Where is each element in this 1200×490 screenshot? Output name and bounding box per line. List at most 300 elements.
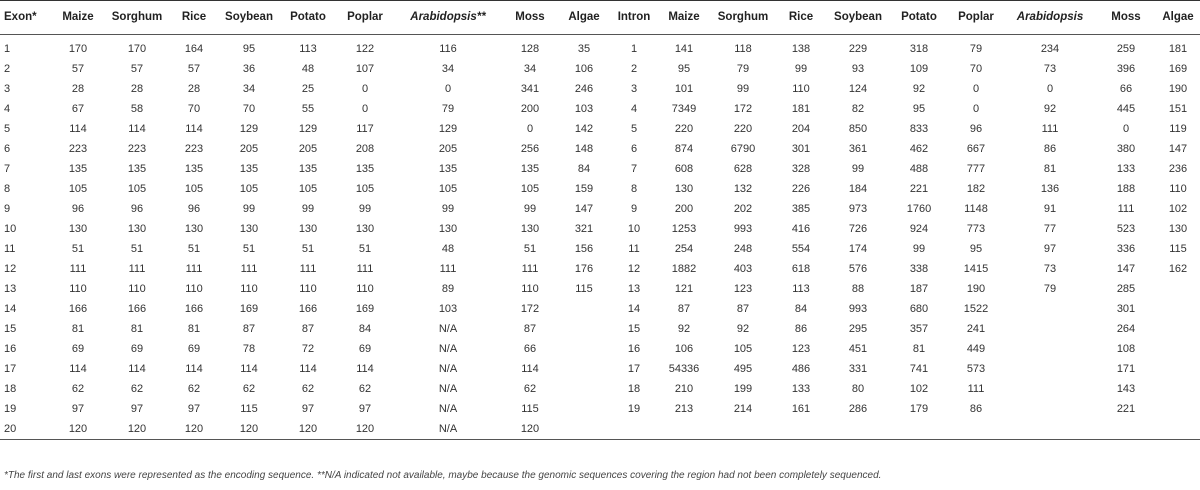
table-cell: 105 xyxy=(127,183,147,195)
table-cell: 48 xyxy=(301,63,315,75)
table-cell: 993 xyxy=(733,223,753,235)
table-cell: 110 xyxy=(1169,183,1187,195)
table-cell: 9 xyxy=(630,203,638,215)
table-cell: 18 xyxy=(627,383,641,395)
table-row xyxy=(0,279,1200,299)
table-cell: 2 xyxy=(4,63,11,75)
table-cell: 129 xyxy=(298,123,318,135)
table-cell: 462 xyxy=(909,143,929,155)
table-cell: 34 xyxy=(242,83,256,95)
table-cell: 223 xyxy=(127,143,147,155)
table-cell: 97 xyxy=(187,403,201,415)
table-cell: 67 xyxy=(71,103,85,115)
table-cell: 874 xyxy=(674,143,694,155)
table-cell: 226 xyxy=(791,183,811,195)
table-cell: 7349 xyxy=(671,103,697,115)
table-cell: N/A xyxy=(438,323,458,335)
table-cell: 1882 xyxy=(671,263,697,275)
table-row xyxy=(0,99,1200,119)
table-cell xyxy=(1004,399,1096,419)
table-cell: 13 xyxy=(4,283,17,295)
table-cell: 111 xyxy=(185,263,203,275)
table-cell xyxy=(1004,299,1096,319)
table-cell: 95 xyxy=(677,63,691,75)
table-cell: 108 xyxy=(1116,343,1136,355)
table-cell: 161 xyxy=(791,403,811,415)
table-cell xyxy=(658,419,710,440)
table-cell: 99 xyxy=(794,63,808,75)
table-cell: 573 xyxy=(966,363,986,375)
table-cell: 128 xyxy=(520,43,540,55)
table-cell: 199 xyxy=(733,383,753,395)
table-cell: 97 xyxy=(358,403,372,415)
table-cell: 138 xyxy=(791,43,811,55)
table-cell: 82 xyxy=(851,103,865,115)
table-cell: 58 xyxy=(130,103,144,115)
table-cell: 130 xyxy=(520,223,540,235)
table-cell xyxy=(826,419,890,440)
header-intron-maize: Maize xyxy=(658,1,710,35)
table-cell: 341 xyxy=(520,83,540,95)
table-cell: 86 xyxy=(794,323,808,335)
table-cell: 19 xyxy=(4,403,17,415)
table-row xyxy=(0,379,1200,399)
table-cell: 338 xyxy=(909,263,929,275)
table-row xyxy=(0,399,1200,419)
table-cell: 97 xyxy=(301,403,315,415)
table-cell: 20 xyxy=(0,419,52,440)
table-cell: 97 xyxy=(71,403,85,415)
table-cell: N/A xyxy=(394,419,502,440)
table-cell: 166 xyxy=(184,303,204,315)
table-cell: N/A xyxy=(438,343,458,355)
table-cell: 6790 xyxy=(730,143,756,155)
table-cell: 174 xyxy=(848,243,868,255)
table-cell: 286 xyxy=(848,403,868,415)
table-cell: 210 xyxy=(674,383,694,395)
table-cell: 70 xyxy=(242,103,256,115)
table-cell: 10 xyxy=(627,223,641,235)
table-cell: 103 xyxy=(438,303,458,315)
table-cell: 130 xyxy=(68,223,88,235)
table-cell: 87 xyxy=(677,303,691,315)
table-cell: 14 xyxy=(627,303,641,315)
table-cell: 70 xyxy=(187,103,201,115)
table-cell: 87 xyxy=(301,323,315,335)
table-cell: 318 xyxy=(909,43,929,55)
header-intron-poplar: Poplar xyxy=(948,1,1004,35)
table-cell: 133 xyxy=(1116,163,1136,175)
table-cell xyxy=(558,299,610,319)
table-cell: 181 xyxy=(1168,43,1188,55)
table-cell: 264 xyxy=(1116,323,1136,335)
table-cell: 105 xyxy=(298,183,318,195)
table-cell: 81 xyxy=(1043,163,1057,175)
table-cell: 385 xyxy=(791,203,811,215)
table-cell: 246 xyxy=(574,83,594,95)
table-cell: 69 xyxy=(358,343,372,355)
table-cell: 187 xyxy=(909,283,929,295)
table-cell: 130 xyxy=(1168,223,1188,235)
table-cell: 93 xyxy=(851,63,865,75)
table-cell: 123 xyxy=(733,283,753,295)
table-cell: 96 xyxy=(969,123,983,135)
table-cell: 190 xyxy=(966,283,986,295)
table-cell: 79 xyxy=(1043,283,1057,295)
table-cell: 106 xyxy=(674,343,694,355)
table-cell xyxy=(890,419,948,440)
table-cell: 773 xyxy=(966,223,986,235)
table-cell: 111 xyxy=(521,263,539,275)
table-body xyxy=(0,35,1200,440)
table-cell: 169 xyxy=(355,303,375,315)
table-cell: 110 xyxy=(240,283,258,295)
table-cell: 62 xyxy=(130,383,144,395)
table-cell: 15 xyxy=(4,323,17,335)
table-cell: 120 xyxy=(170,419,218,440)
table-cell: 6 xyxy=(4,143,11,155)
table-cell: 993 xyxy=(848,303,868,315)
table-cell: 122 xyxy=(355,43,375,55)
table-cell xyxy=(1096,419,1156,440)
table-cell: 102 xyxy=(909,383,929,395)
table-cell: 87 xyxy=(242,323,256,335)
table-cell: 7 xyxy=(4,163,11,175)
header-intron-moss: Moss xyxy=(1096,1,1156,35)
table-cell xyxy=(1156,299,1200,319)
table-cell: 51 xyxy=(187,243,201,255)
table-cell: 176 xyxy=(574,263,594,275)
table-cell xyxy=(1156,399,1200,419)
table-cell: 172 xyxy=(520,303,540,315)
table-cell: 229 xyxy=(848,43,868,55)
table-cell: 331 xyxy=(848,363,868,375)
table-cell: 114 xyxy=(185,363,203,375)
header-intron-algae: Algae xyxy=(1156,1,1200,35)
table-cell: 8 xyxy=(630,183,638,195)
table-row xyxy=(0,179,1200,199)
table-cell: 156 xyxy=(574,243,594,255)
table-cell: 28 xyxy=(130,83,144,95)
table-cell: 11 xyxy=(4,243,16,255)
table-cell xyxy=(1156,419,1200,440)
table-cell: 0 xyxy=(1122,123,1130,135)
table-cell: 115 xyxy=(575,283,593,295)
table-cell: 148 xyxy=(574,143,594,155)
table-cell: 12 xyxy=(627,263,641,275)
table-cell: 164 xyxy=(184,43,204,55)
table-cell xyxy=(558,339,610,359)
table-cell: 101 xyxy=(674,83,694,95)
table-cell: 208 xyxy=(355,143,375,155)
table-cell: 223 xyxy=(68,143,88,155)
table-cell: 120 xyxy=(218,419,280,440)
table-cell: 130 xyxy=(355,223,375,235)
table-cell: 259 xyxy=(1116,43,1136,55)
table-cell: 1760 xyxy=(906,203,932,215)
table-cell: 89 xyxy=(441,283,455,295)
table-cell: 380 xyxy=(1116,143,1136,155)
table-cell: 741 xyxy=(909,363,929,375)
table-cell: 105 xyxy=(438,183,458,195)
table-cell: 114 xyxy=(128,363,146,375)
table-cell: 28 xyxy=(187,83,201,95)
header-arabidopsis: Arabidopsis** xyxy=(394,1,502,35)
table-cell: 135 xyxy=(438,163,458,175)
table-cell: 4 xyxy=(4,103,11,115)
table-cell: 95 xyxy=(242,43,256,55)
table-cell: 114 xyxy=(185,123,203,135)
table-cell: 11 xyxy=(628,243,640,255)
table-cell: 81 xyxy=(912,343,926,355)
table-cell: 133 xyxy=(791,383,811,395)
table-footnote: *The first and last exons were represented as the encoding sequence. **N/A indicated not available, maybe because the genomic sequences covering the region had not been completely sequenced. xyxy=(4,470,882,481)
table-cell: 111 xyxy=(439,263,457,275)
table-cell: 102 xyxy=(1168,203,1188,215)
table-cell: 95 xyxy=(969,243,983,255)
table-cell: 3 xyxy=(630,83,638,95)
table-cell: 51 xyxy=(523,243,537,255)
table-cell: 495 xyxy=(733,363,753,375)
table-cell: 2 xyxy=(630,63,638,75)
table-cell: 114 xyxy=(128,123,146,135)
table-cell: 114 xyxy=(69,123,87,135)
table-cell: 205 xyxy=(438,143,458,155)
table-cell: 36 xyxy=(242,63,256,75)
table-cell: 181 xyxy=(791,103,811,115)
table-cell: 115 xyxy=(521,403,539,415)
table-cell: 105 xyxy=(520,183,540,195)
table-cell: N/A xyxy=(438,403,458,415)
table-cell: 9 xyxy=(4,203,11,215)
table-cell: 105 xyxy=(184,183,204,195)
table-cell: 169 xyxy=(239,303,259,315)
header-intron: Intron xyxy=(610,1,658,35)
table-cell: 51 xyxy=(242,243,256,255)
table-cell: 147 xyxy=(1116,263,1136,275)
table-cell: 221 xyxy=(1116,403,1136,415)
table-cell: 96 xyxy=(187,203,201,215)
table-cell: 357 xyxy=(909,323,929,335)
table-row xyxy=(0,359,1200,379)
table-cell: 115 xyxy=(1169,243,1187,255)
table-cell: 111 xyxy=(240,263,258,275)
table-cell: 91 xyxy=(1043,203,1057,215)
table-cell: 86 xyxy=(1043,143,1057,155)
table-cell xyxy=(1004,339,1096,359)
table-cell: 301 xyxy=(1116,303,1136,315)
table-cell: 850 xyxy=(848,123,868,135)
table-cell: 396 xyxy=(1116,63,1136,75)
table-cell: 204 xyxy=(791,123,811,135)
table-cell: 301 xyxy=(791,143,811,155)
table-cell: 135 xyxy=(184,163,204,175)
table-row xyxy=(0,219,1200,239)
table-cell: 111 xyxy=(128,263,146,275)
table-cell: 51 xyxy=(358,243,372,255)
table-row xyxy=(0,35,1200,60)
table-cell: 523 xyxy=(1116,223,1136,235)
table-cell: 205 xyxy=(298,143,318,155)
table-cell: 84 xyxy=(794,303,808,315)
table-cell: 34 xyxy=(441,63,455,75)
table-cell: 241 xyxy=(966,323,986,335)
table-cell: 69 xyxy=(130,343,144,355)
table-cell: 80 xyxy=(851,383,865,395)
table-row xyxy=(0,79,1200,99)
table-cell: 84 xyxy=(577,163,591,175)
table-cell: 57 xyxy=(71,63,85,75)
table-cell: 119 xyxy=(1169,123,1187,135)
table-cell: 726 xyxy=(848,223,868,235)
table-cell: N/A xyxy=(438,363,458,375)
table-cell: 0 xyxy=(361,83,369,95)
table-row xyxy=(0,119,1200,139)
table-cell: 79 xyxy=(736,63,750,75)
table-cell: 221 xyxy=(909,183,929,195)
table-cell: 115 xyxy=(240,403,258,415)
table-row xyxy=(0,239,1200,259)
table-cell: 97 xyxy=(1043,243,1057,255)
table-cell: 123 xyxy=(791,343,811,355)
table-cell: 70 xyxy=(969,63,983,75)
table-cell: 3 xyxy=(4,83,11,95)
table-cell: 130 xyxy=(674,183,694,195)
table-cell: 114 xyxy=(521,363,539,375)
table-cell xyxy=(558,399,610,419)
table-cell: 16 xyxy=(4,343,17,355)
table-cell: 57 xyxy=(187,63,201,75)
table-cell: 236 xyxy=(1168,163,1188,175)
header-exon: Exon* xyxy=(0,1,52,35)
table-cell: 99 xyxy=(242,203,256,215)
table-cell: 142 xyxy=(574,123,594,135)
table-cell: 105 xyxy=(733,343,753,355)
table-cell: 166 xyxy=(68,303,88,315)
table-cell: 19 xyxy=(627,403,641,415)
table-cell: 1522 xyxy=(963,303,989,315)
table-cell: 924 xyxy=(909,223,929,235)
table-cell: 7 xyxy=(630,163,638,175)
table-cell xyxy=(1004,359,1096,379)
table-cell: 336 xyxy=(1116,243,1136,255)
table-cell: 17 xyxy=(627,363,641,375)
header-row xyxy=(0,1,1200,35)
header-poplar: Poplar xyxy=(336,1,394,35)
table-cell: 202 xyxy=(733,203,753,215)
table-cell xyxy=(558,379,610,399)
table-cell: 680 xyxy=(909,303,929,315)
header-potato: Potato xyxy=(280,1,336,35)
header-intron-soybean: Soybean xyxy=(826,1,890,35)
table-row xyxy=(0,139,1200,159)
header-intron-rice: Rice xyxy=(776,1,826,35)
table-cell: 159 xyxy=(574,183,594,195)
table-cell: 95 xyxy=(912,103,926,115)
table-cell: 79 xyxy=(969,43,983,55)
table-cell: 99 xyxy=(523,203,537,215)
table-cell: 172 xyxy=(733,103,753,115)
table-cell: 121 xyxy=(674,283,694,295)
table-cell: 111 xyxy=(299,263,317,275)
table-cell: 0 xyxy=(1046,83,1054,95)
table-cell xyxy=(1156,339,1200,359)
table-cell: 57 xyxy=(130,63,144,75)
table-cell: 147 xyxy=(574,203,594,215)
table-cell: 130 xyxy=(438,223,458,235)
table-cell: 285 xyxy=(1116,283,1136,295)
table-cell: 628 xyxy=(733,163,753,175)
table-cell: 117 xyxy=(356,123,374,135)
table-cell: 248 xyxy=(733,243,753,255)
table-cell: 223 xyxy=(184,143,204,155)
table-cell: 118 xyxy=(734,43,752,55)
table-cell: 110 xyxy=(69,283,87,295)
table-cell: 99 xyxy=(851,163,865,175)
table-cell: 92 xyxy=(677,323,691,335)
table-cell: 92 xyxy=(912,83,926,95)
table-cell: 103 xyxy=(574,103,594,115)
table-cell: 113 xyxy=(792,283,810,295)
table-row xyxy=(0,59,1200,79)
table-cell: 403 xyxy=(733,263,753,275)
table-cell: 328 xyxy=(791,163,811,175)
table-cell: 107 xyxy=(355,63,375,75)
table-header xyxy=(0,1,1200,35)
table-cell: 105 xyxy=(239,183,259,195)
header-moss: Moss xyxy=(502,1,558,35)
table-cell: 86 xyxy=(969,403,983,415)
table-row xyxy=(0,299,1200,319)
table-cell xyxy=(1156,319,1200,339)
table-cell: 171 xyxy=(1116,363,1136,375)
table-cell: 618 xyxy=(791,263,811,275)
table-cell: 62 xyxy=(301,383,315,395)
table-cell: 188 xyxy=(1116,183,1136,195)
table-cell: 135 xyxy=(68,163,88,175)
table-cell: 833 xyxy=(909,123,929,135)
table-cell: 14 xyxy=(4,303,17,315)
table-cell: 151 xyxy=(1168,103,1188,115)
header-intron-sorghum: Sorghum xyxy=(710,1,776,35)
table-cell: 120 xyxy=(502,419,558,440)
table-cell: 777 xyxy=(966,163,986,175)
table-cell xyxy=(558,359,610,379)
header-algae: Algae xyxy=(558,1,610,35)
table-cell: 143 xyxy=(1116,383,1136,395)
table-cell: 97 xyxy=(130,403,144,415)
table-cell: 182 xyxy=(966,183,986,195)
table-cell: 4 xyxy=(630,103,638,115)
table-cell: 166 xyxy=(298,303,318,315)
table-cell: 62 xyxy=(242,383,256,395)
table-cell: 256 xyxy=(520,143,540,155)
table-cell: N/A xyxy=(438,383,458,395)
table-cell: 87 xyxy=(736,303,750,315)
table-cell: 114 xyxy=(299,363,317,375)
table-cell: 17 xyxy=(4,363,17,375)
table-cell: 254 xyxy=(674,243,694,255)
header-intron-arabidopsis: Arabidopsis xyxy=(1004,1,1096,35)
table-cell: 66 xyxy=(523,343,537,355)
table-cell: 166 xyxy=(127,303,147,315)
table-row xyxy=(0,319,1200,339)
table-cell xyxy=(558,419,610,440)
table-cell: 99 xyxy=(912,243,926,255)
table-cell: 13 xyxy=(627,283,641,295)
table-row xyxy=(0,199,1200,219)
table-cell: 0 xyxy=(526,123,534,135)
